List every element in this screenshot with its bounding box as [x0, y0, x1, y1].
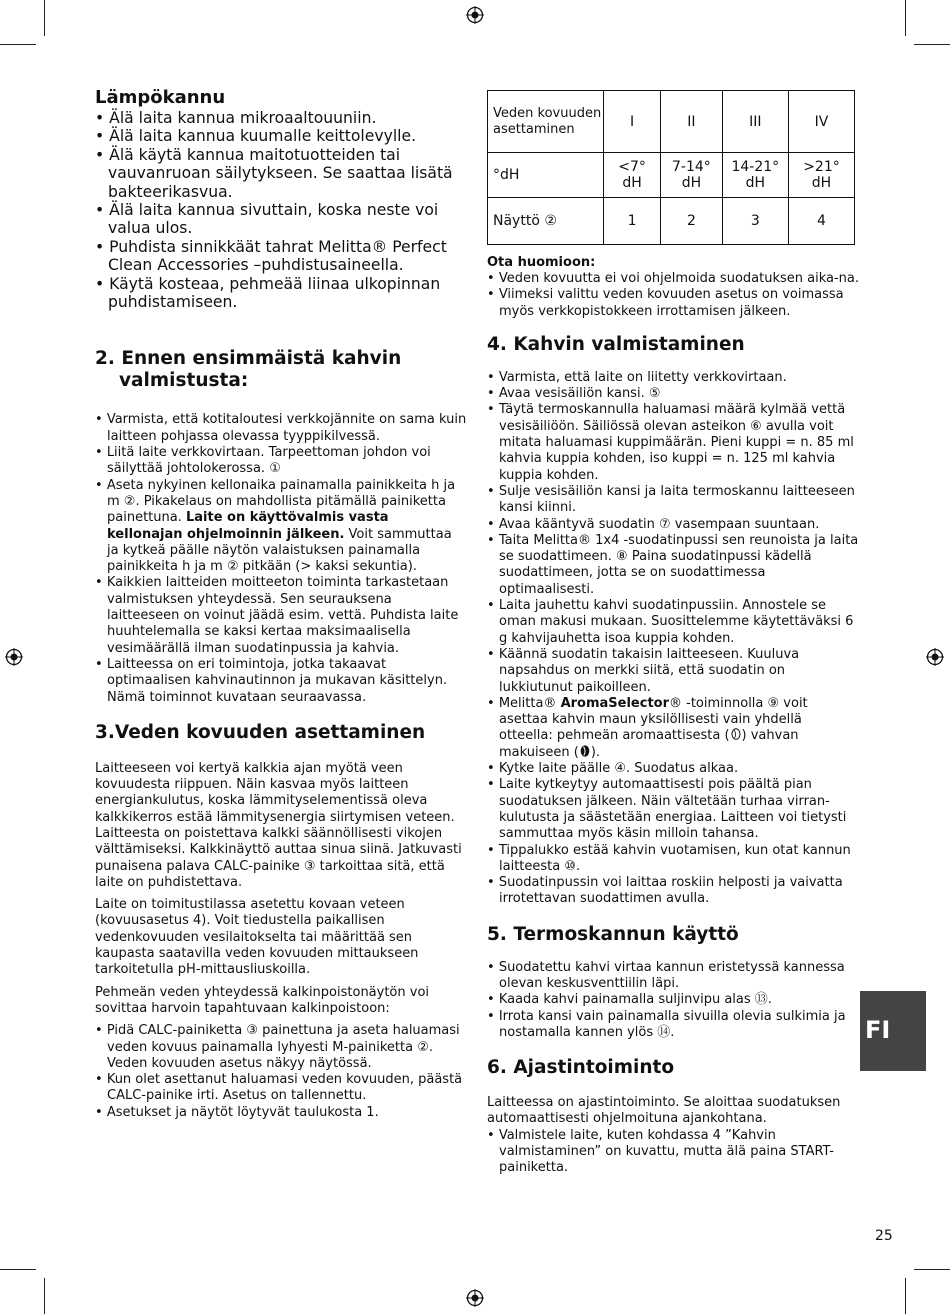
crop-mark — [905, 0, 906, 36]
list-item: • Irrota kansi vain painamalla sivuilla olevia sulkimia ja nostamalla kannen ylös ⑭. — [487, 1009, 859, 1042]
list-item: • Kytke laite päälle ④. Suodatus alkaa. — [487, 761, 859, 777]
crop-mark — [0, 1269, 36, 1270]
section-3-paragraph: Laite on toimitustilassa asetettu kovaan veteen (kovuusasetus 4). Voit tiedustella paikallisen vedenkovuuden vesilaitokselta tai määrittää sen kaupasta saatavilla veden kovuuden mittaukseen tarkoitetulla pH-mittausliuskoilla. — [95, 897, 419, 978]
list-item: • Laita jauhettu kahvi suodatinpussiin. Annostele se oman makusi mukaan. Suosittelemme käytettäväksi 6 g kahvijauhetta isoa kuppia kohden. — [487, 598, 859, 647]
registration-mark-icon — [466, 6, 484, 24]
table-cell: >21° dH — [788, 153, 854, 198]
list-item: • Älä laita kannua sivuttain, koska neste voi valua ulos. — [95, 201, 467, 238]
list-item: • Viimeksi valittu veden kovuuden asetus on voimassa myös verkkopistokkeen irrottamisen jälkeen. — [487, 287, 859, 320]
list-item: • Liitä laite verkkovirtaan. Tarpeettoman johdon voi säilyttää johtolokerossa. ① — [95, 445, 467, 478]
list-item: • Veden kovuutta ei voi ohjelmoida suodatuksen aika-na. — [487, 271, 859, 287]
crop-mark — [914, 44, 950, 45]
list-item: • Laite kytkeytyy automaattisesti pois päältä pian suodatuksen jälkeen. Näin vältetään turhaa virran-kulutusta ja säästetään energiaa. Laitteen voi tietysti sammuttaa myös käsin milloin tahansa. — [487, 777, 859, 842]
section-4-heading: 4. Kahvin valmistaminen — [487, 333, 745, 355]
list-item: • Asetukset ja näytöt löytyvät taulukosta 1. — [95, 1105, 467, 1121]
table-cell: 3 — [722, 198, 788, 245]
list-item: • Tippalukko estää kahvin vuotamisen, kun otat kannun laitteesta ⑩. — [487, 843, 859, 876]
section-3-paragraph: Laitteeseen voi kertyä kalkkia ajan myötä veen kovuudesta riippuen. Näin kasvaa myös laitteen energiankulutus, koska lämmityselementissä oleva kalkkikerros estää lämmitysenergia siirtymisen veteen. Laitteesta on poistettava kalkki säännöllisesti vikojen välttämiseksi. Kalkkinäyttö auttaa sinua siinä. Jatkuvasti punaisena palava CALC-painike ③ tarkoittaa sitä, että laite on puhdistettava. — [95, 760, 462, 890]
list-item: • Laitteessa on eri toimintoja, jotka takaavat optimaalisen kahvinautinnon ja mukavan käsittelyn. Nämä toiminnot kuvataan seuraavassa. — [95, 657, 467, 706]
table-cell: III — [722, 91, 788, 153]
section-3-heading: 3.Veden kovuuden asettaminen — [95, 721, 426, 743]
table-cell: <7° dH — [604, 153, 661, 198]
list-item: • Avaa vesisäiliön kansi. ⑤ — [487, 386, 859, 402]
list-item — [95, 478, 467, 576]
table-cell: Veden kovuuden asettaminen — [488, 91, 604, 153]
list-item: • Kun olet asettanut haluamasi veden kovuuden, päästä CALC-painike irti. Asetus on tallennettu. — [95, 1072, 467, 1105]
list-item: • Pidä CALC-painiketta ③ painettuna ja aseta haluamasi veden kovuus painamalla lyhyesti M-painiketta ②. Veden kovuuden asetus näkyy näytössä. — [95, 1023, 467, 1072]
section-4-list — [487, 370, 859, 908]
crop-mark — [914, 1269, 950, 1270]
list-item: • Valmistele laite, kuten kohdassa 4 ”Kahvin valmistaminen” on kuvattu, mutta älä paina START-painiketta. — [487, 1128, 859, 1177]
list-item-text: ® -toiminnolla ⑨ voit asettaa kahvin maun yksilöllisesti vain yhdellä otteella: pehmeän aromaattisesta ( — [499, 695, 808, 744]
list-item-text: ) vahvan makuiseen ( — [499, 728, 799, 760]
table-cell: II — [661, 91, 723, 153]
list-item: • Täytä termoskannulla haluamasi määrä kylmää vettä vesisäiliöön. Säiliössä olevan asteikon ⑥ avulla voit mitata haluamasi kuppimäärän. Pieni kuppi = n. 85 ml kahvia kuppia kohden, iso kuppi = n. 125 ml kahvia kuppia kohden. — [487, 402, 859, 483]
list-item: • Kaada kahvi painamalla suljinvipu alas ⑬. — [487, 992, 859, 1008]
list-item: • Suodatinpussin voi laittaa roskiin helposti ja vaivatta irrotettavan suodattimen avulla. — [487, 875, 859, 908]
table-cell: 7-14° dH — [661, 153, 723, 198]
water-hardness-table — [487, 90, 855, 245]
list-item: • Varmista, että kotitaloutesi verkkojännite on sama kuin laitteen pohjassa olevassa tyyppikilvessä. — [95, 412, 467, 445]
list-item-bold: Laite on käyttövalmis vasta kellonajan ohjelmoinnin jälkeen. — [107, 510, 389, 542]
section-5-heading: 5. Termoskannun käyttö — [487, 923, 739, 945]
left-column — [95, 88, 467, 1121]
table-row — [488, 91, 855, 153]
list-item: • Taita Melitta® 1x4 -suodatinpussi sen reunoista ja laita se suodattimeen. ⑧ Paina suodatinpussi kädellä suodattimeen, jotta se on suodattimessa optimaalisesti. — [487, 533, 859, 598]
list-item: • Käytä kosteaa, pehmeää liinaa ulkopinnan puhdistamiseen. — [95, 275, 467, 312]
section-2-heading — [95, 348, 467, 392]
crop-mark — [44, 1278, 45, 1314]
list-item-text: Melitta® — [498, 695, 557, 711]
table-cell: °dH — [488, 153, 604, 198]
section-3-paragraph: Pehmeän veden yhteydessä kalkinpoistonäytön voi sovittaa harvoin tapahtuvaan kalkinpoistoon: — [95, 984, 430, 1016]
table-row — [488, 198, 855, 245]
mild-aroma-icon — [730, 728, 742, 740]
section-2-heading-line1: 2. Ennen ensimmäistä kahvin — [95, 348, 402, 370]
registration-mark-icon — [926, 648, 944, 666]
language-tab-label: FI — [865, 1016, 891, 1044]
list-item: • Varmista, että laite on liitetty verkkovirtaan. — [487, 370, 859, 386]
table-cell: 1 — [604, 198, 661, 245]
list-item: • Älä käytä kannua maitotuotteiden tai vauvanruoan säilytykseen. Se saattaa lisätä bakteerikasvua. — [95, 146, 467, 201]
crop-mark — [905, 1278, 906, 1314]
list-item-text: Aseta nykyinen kellonaika painamalla painikkeita h ja m ②. Pikakelaus on mahdollista pitämällä painiketta painettuna. — [106, 477, 456, 526]
registration-mark-icon — [466, 1289, 484, 1307]
table-cell: Näyttö ② — [488, 198, 604, 245]
section-6-paragraph: Laitteessa on ajastintoiminto. Se aloittaa suodatuksen automaattisesti ohjelmoituna ajankohtana. — [487, 1095, 841, 1127]
thermos-list — [95, 109, 467, 311]
page-number: 25 — [875, 1228, 893, 1244]
crop-mark — [0, 44, 36, 45]
list-item — [487, 696, 859, 761]
list-item: • Käännä suodatin takaisin laitteeseen. Kuuluva napsahdus on merkki siitä, että suodatin on lukkiutunut paikoilleen. — [487, 647, 859, 696]
note-list — [487, 271, 859, 320]
table-cell: 4 — [788, 198, 854, 245]
table-row — [488, 153, 855, 198]
right-column — [487, 90, 859, 1177]
section-6-list — [487, 1128, 859, 1177]
list-item: • Kaikkien laitteiden moitteeton toiminta tarkastetaan valmistuksen yhteydessä. Sen seurauksena laitteeseen on voinut jäädä esim. vettä. Puhdista laite huuhtelemalla se kaksi kertaa maksimaalisella vesimäärällä ilman suodatinpussia ja kahvia. — [95, 575, 467, 656]
registration-mark-icon — [5, 648, 23, 666]
strong-aroma-icon — [579, 745, 591, 757]
table-cell: I — [604, 91, 661, 153]
language-tab — [860, 991, 926, 1071]
section-3-list — [95, 1023, 467, 1121]
table-cell: 2 — [661, 198, 723, 245]
table-cell: 14-21° dH — [722, 153, 788, 198]
thermos-heading: Lämpökannu — [95, 87, 226, 108]
aroma-selector-label: AromaSelector — [560, 695, 669, 711]
list-item: • Puhdista sinnikkäät tahrat Melitta® Perfect Clean Accessories –puhdistusaineella. — [95, 238, 467, 275]
table-cell: IV — [788, 91, 854, 153]
section-2-list — [95, 412, 467, 705]
list-item: • Avaa kääntyvä suodatin ⑦ vasempaan suuntaan. — [487, 517, 859, 533]
section-5-list — [487, 960, 859, 1041]
list-item: • Suodatettu kahvi virtaa kannun eristetyssä kannessa olevan keskusventtiilin läpi. — [487, 960, 859, 993]
list-item: • Älä laita kannua kuumalle keittolevylle. — [95, 127, 467, 145]
list-item-text: ). — [590, 744, 601, 760]
list-item-tail: Voit sammuttaa ja kytkeä päälle näytön valaistuksen painamalla painikkeita h ja m ② pitkään (> kaksi sekuntia). — [107, 526, 452, 575]
list-item: • Älä laita kannua mikroaaltouuniin. — [95, 109, 467, 127]
section-2-heading-line2: valmistusta: — [119, 370, 249, 392]
list-item: • Sulje vesisäiliön kansi ja laita termoskannu laitteeseen kansi kiinni. — [487, 484, 859, 517]
section-6-heading: 6. Ajastintoiminto — [487, 1057, 675, 1079]
note-heading: Ota huomioon: — [487, 255, 596, 270]
crop-mark — [44, 0, 45, 36]
